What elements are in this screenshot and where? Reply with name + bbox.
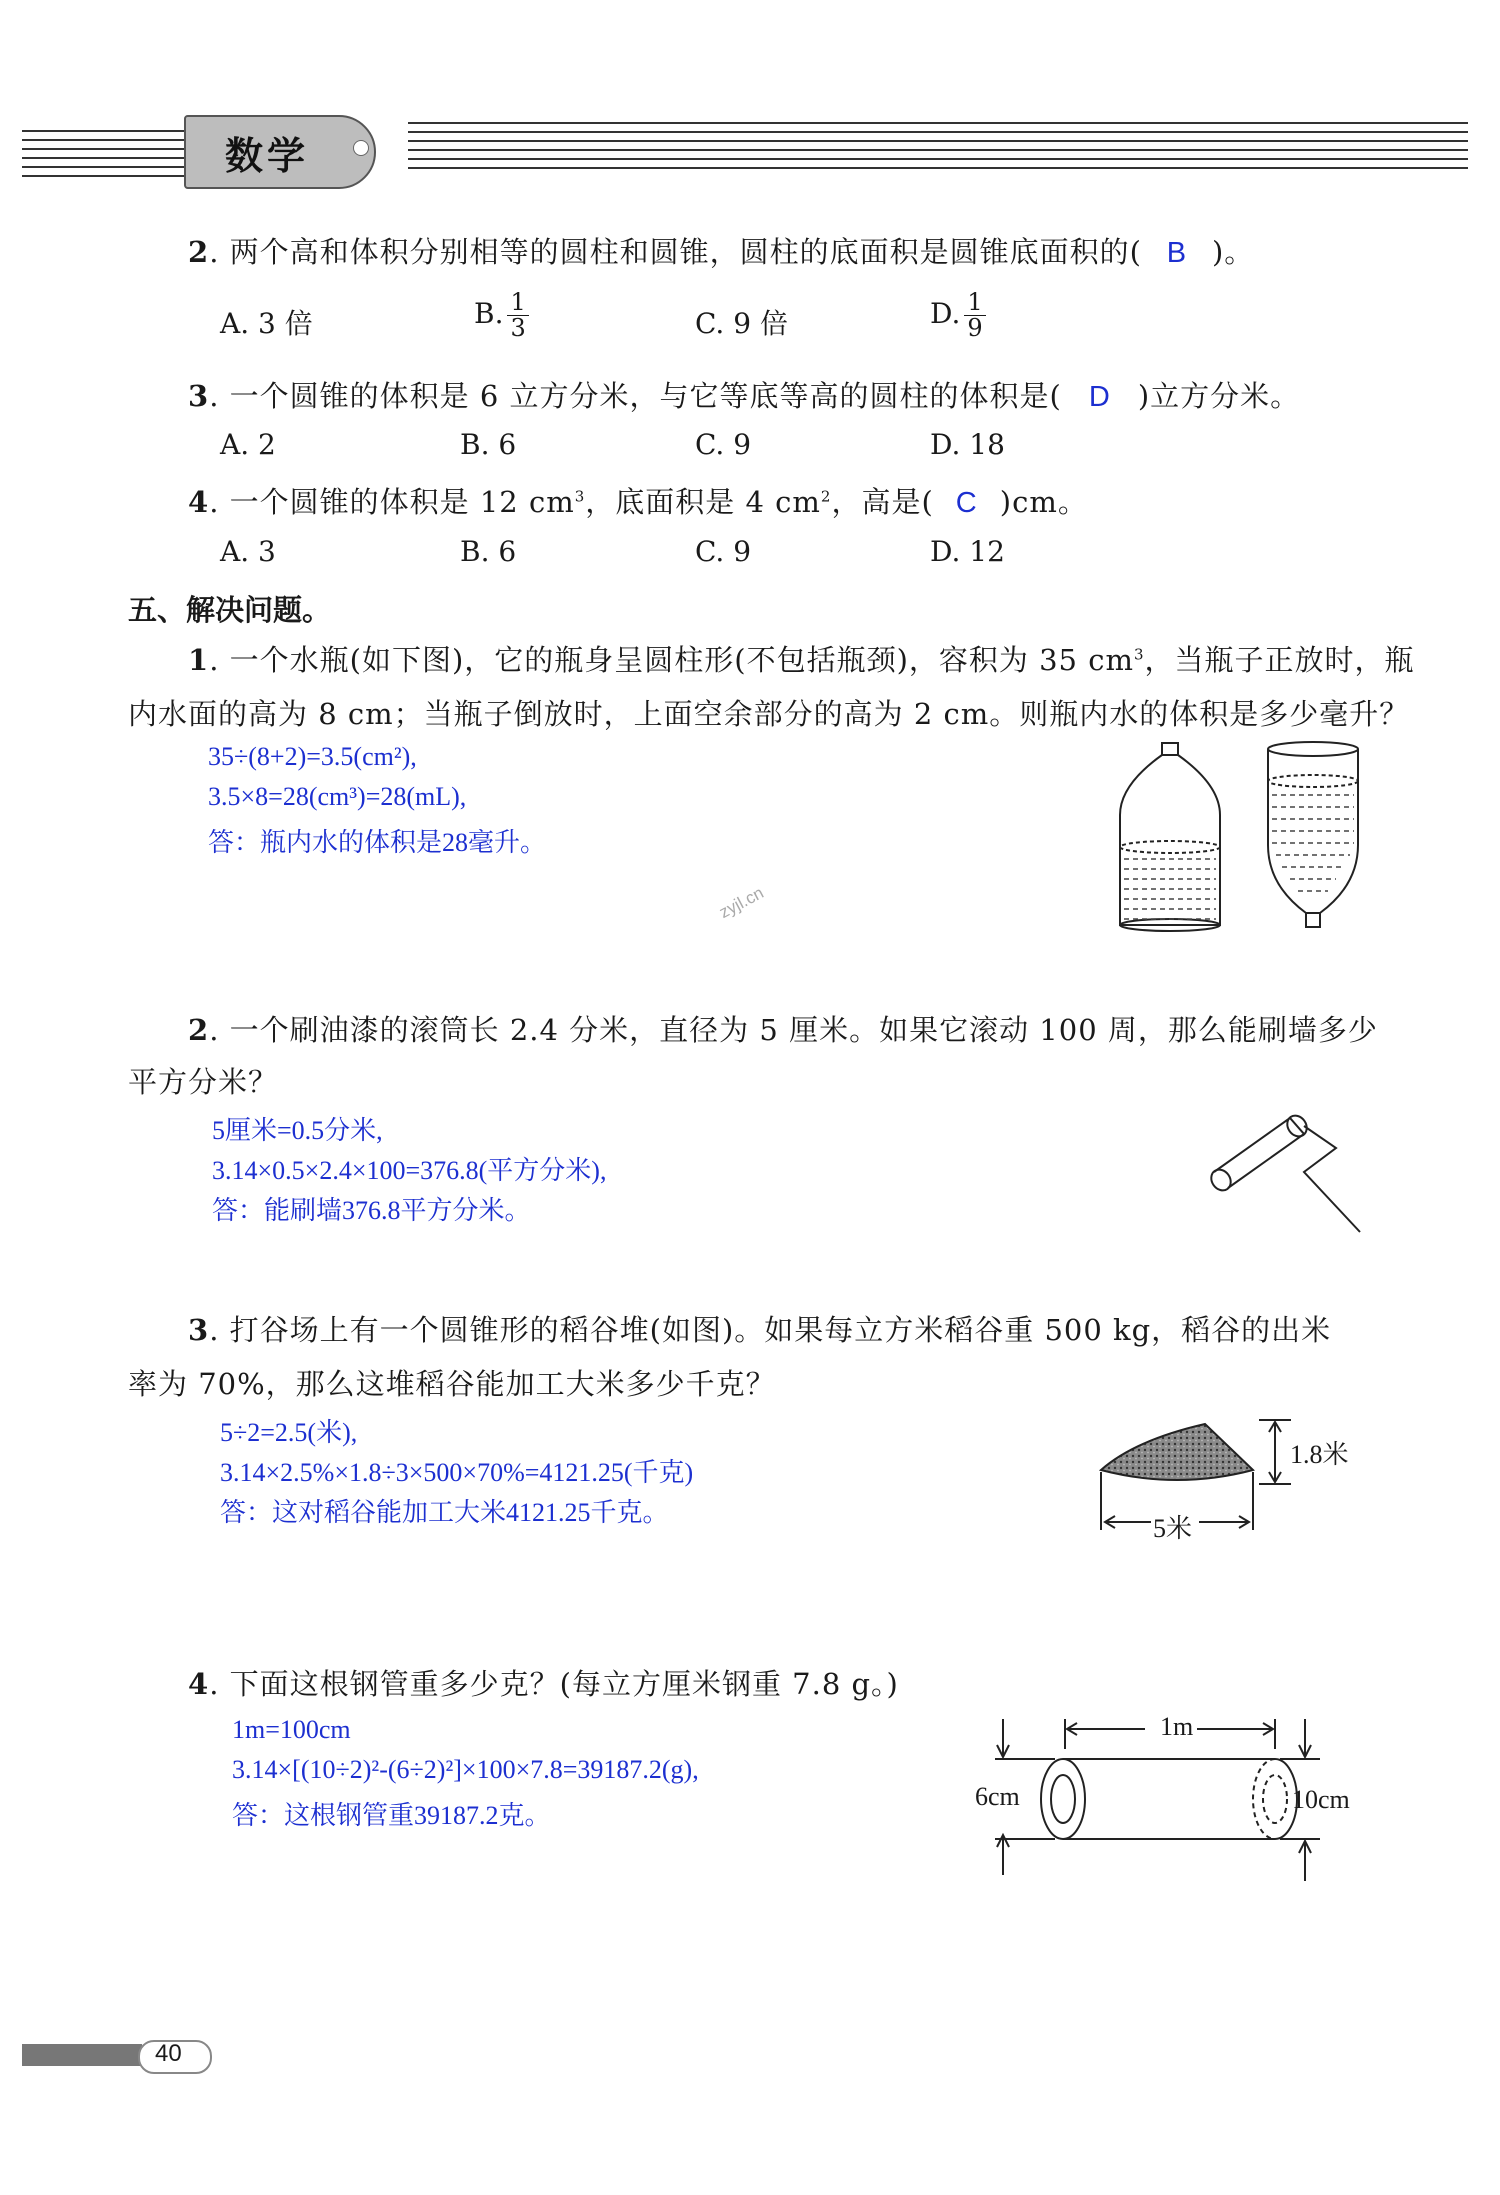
roller-figure: [1200, 1110, 1370, 1240]
bottles-figure: [1110, 735, 1370, 935]
problem-1-line1: 1. 一个水瓶(如下图)，它的瓶身呈圆柱形(不包括瓶颈)，容积为 35 $cm^3$，当瓶子正放时，瓶: [188, 643, 1415, 677]
problem-1-line2: 内水面的高为 8 cm；当瓶子倒放时，上面空余部分的高为 2 cm。则瓶内水的体积是多少毫升？: [128, 697, 1410, 731]
answer-line: 答：这根钢管重39187.2克。: [232, 1801, 551, 1830]
question-3: 3. 一个圆锥的体积是 6 立方分米，与它等底等高的圆柱的体积是( D )立方分米。: [188, 379, 1301, 413]
badge-hole: [353, 140, 369, 156]
answer-line: 5÷2=2.5(米),: [220, 1418, 358, 1447]
footer-bar: [22, 2044, 142, 2066]
fraction: $\frac{1}{9}$: [964, 290, 985, 341]
option-a: A. 2: [220, 428, 276, 461]
answer-blank: B: [1166, 237, 1188, 269]
problem-3-line1: 3. 打谷场上有一个圆锥形的稻谷堆(如图)。如果每立方米稻谷重 500 kg，稻谷的出米: [188, 1313, 1332, 1347]
answer-line: 答：瓶内水的体积是28毫升。: [208, 828, 547, 857]
length-label: 1m: [1160, 1712, 1194, 1741]
answer-blank: D: [1088, 381, 1111, 413]
answer-line: 3.14×[(10÷2)²-(6÷2)²]×100×7.8=39187.2(g),: [232, 1755, 699, 1784]
watermark: zyjl.cn: [716, 883, 767, 923]
question-4: 4. 一个圆锥的体积是 12 $cm^3$，底面积是 4 $cm^2$，高是( C )cm。: [188, 485, 1088, 519]
option-d: D. 12: [930, 535, 1005, 568]
question-2: 2. 两个高和体积分别相等的圆柱和圆锥，圆柱的底面积是圆锥底面积的( B )。: [188, 235, 1255, 269]
answer-line: 3.14×0.5×2.4×100=376.8(平方分米),: [212, 1156, 607, 1185]
problem-2-line1: 2. 一个刷油漆的滚筒长 2.4 分米，直径为 5 厘米。如果它滚动 100 周，那么能刷墙多少: [188, 1013, 1378, 1047]
option-b: B. $\frac{1}{3}$: [474, 290, 529, 341]
outer-diameter-label: 10cm: [1292, 1785, 1350, 1814]
problem-3-line2: 率为 70%，那么这堆稻谷能加工大米多少千克？: [128, 1367, 776, 1401]
problem-4-line1: 4. 下面这根钢管重多少克？(每立方厘米钢重 7.8 g。): [188, 1667, 899, 1701]
problem-2-line2: 平方分米？: [128, 1065, 279, 1099]
subject-title: 数学: [225, 134, 310, 178]
option-c: C. 9: [695, 428, 752, 461]
answer-line: 3.5×8=28(cm³)=28(mL),: [208, 782, 467, 811]
inner-diameter-label: 6cm: [975, 1782, 1020, 1811]
answer-line: 3.14×2.5%×1.8÷3×500×70%=4121.25(千克): [220, 1458, 694, 1487]
width-label: 5米: [1153, 1514, 1193, 1543]
option-c: C. 9 倍: [695, 307, 788, 340]
option-b: B. 6: [460, 535, 517, 568]
answer-line: 答：能刷墙376.8平方分米。: [212, 1196, 531, 1225]
answer-line: 1m=100cm: [232, 1715, 351, 1744]
section-title: 五、解决问题。: [128, 593, 332, 627]
answer-line: 5厘米=0.5分米,: [212, 1116, 383, 1145]
answer-blank: C: [955, 487, 978, 519]
option-c: C. 9: [695, 535, 752, 568]
option-d: D. 18: [930, 428, 1005, 461]
option-a: A. 3: [220, 535, 276, 568]
answer-line: 35÷(8+2)=3.5(cm²),: [208, 742, 417, 771]
option-a: A. 3 倍: [220, 307, 313, 340]
answer-line: 答：这对稻谷能加工大米4121.25千克。: [220, 1498, 669, 1527]
fraction: $\frac{1}{3}$: [507, 290, 528, 341]
option-b: B. 6: [460, 428, 517, 461]
height-dimension: [1255, 1416, 1295, 1492]
option-d: D. $\frac{1}{9}$: [930, 290, 986, 341]
height-label: 1.8米: [1290, 1440, 1349, 1469]
page-number: 40: [155, 2040, 182, 2067]
